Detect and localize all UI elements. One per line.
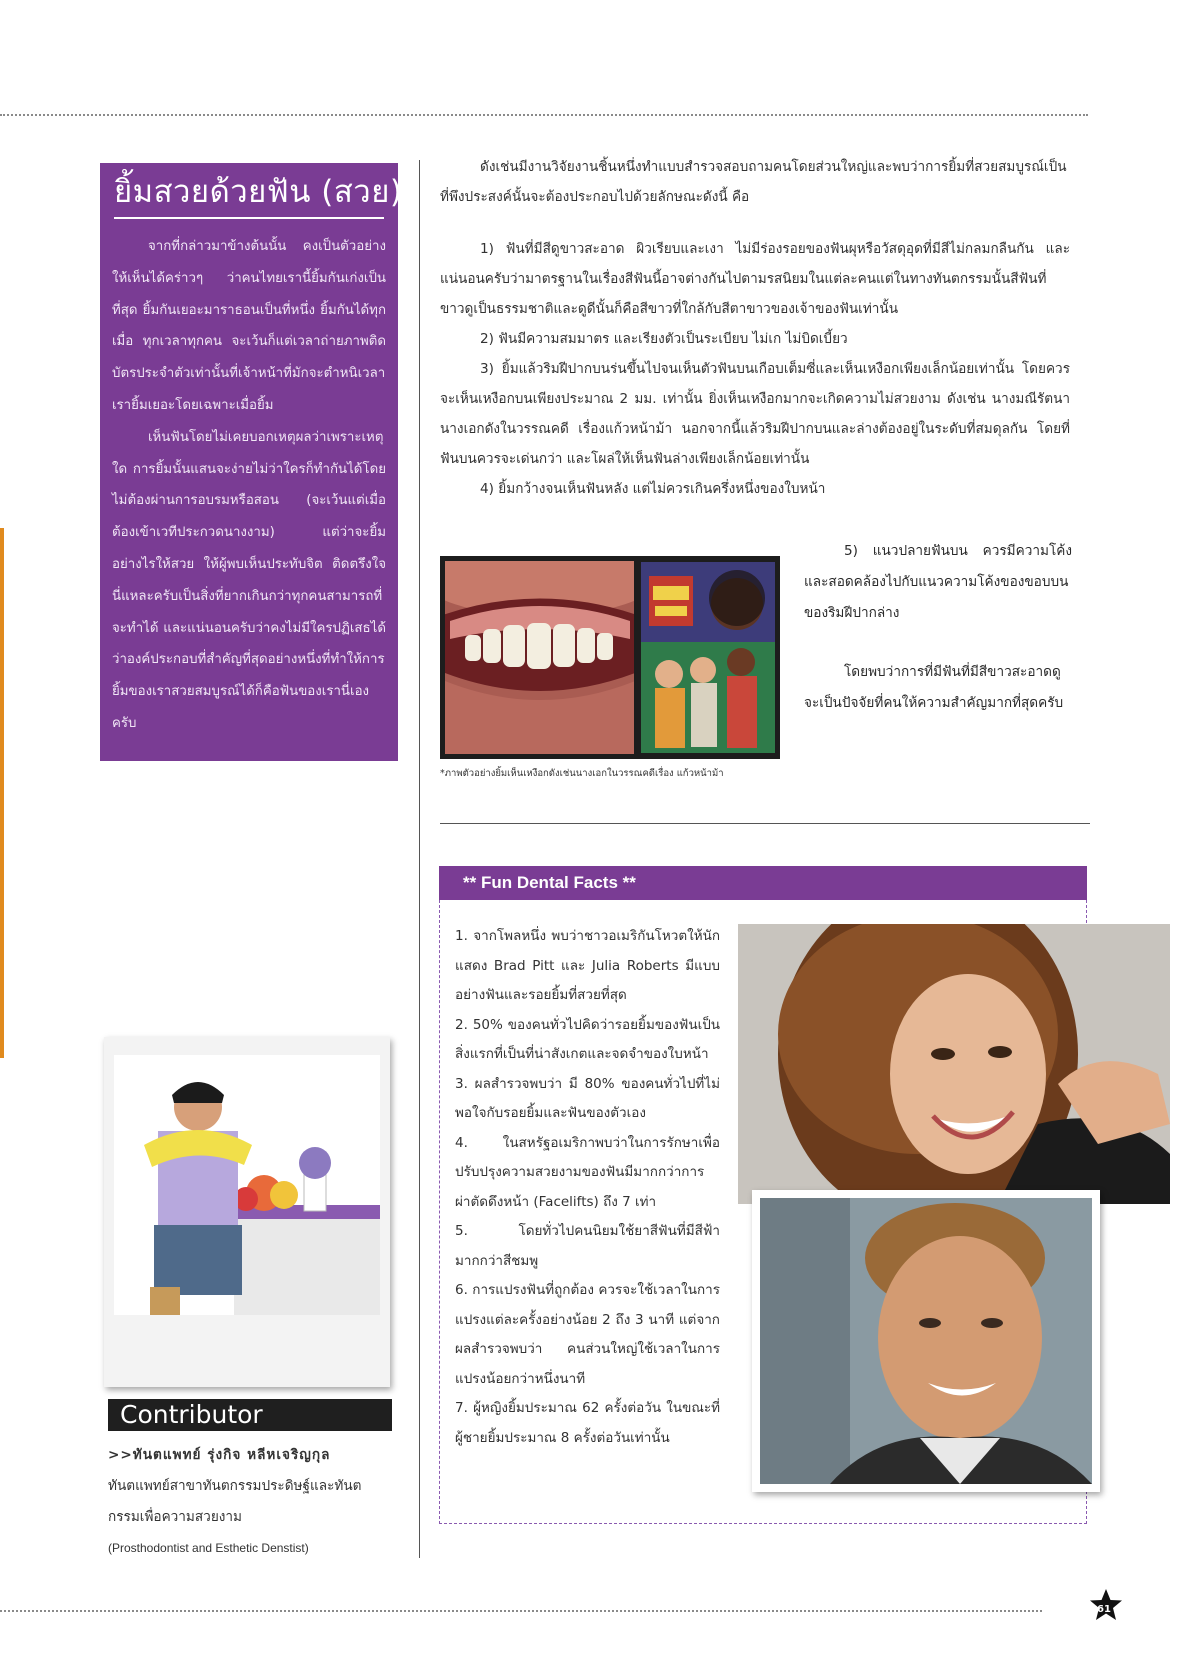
photo-caption: *ภาพตัวอย่างยิ้มเห็นเหงือกดังเช่นนางเอกในวรรณคดีเรื่อง แก้วหน้าม้า bbox=[440, 768, 724, 779]
gummy-smile-photo bbox=[445, 561, 634, 754]
criteria-item-2: 2) ฟันมีความสมมาตร และเรียงตัวเป็นระเบียบ ไม่เก ไม่บิดเบี้ยว bbox=[480, 331, 848, 347]
brad-pitt-photo-frame bbox=[752, 1190, 1100, 1492]
contributor-role: ทันตแพทย์สาขาทันตกรรมประดิษฐ์และทันตกรรมเพื่อความสวยงาม bbox=[108, 1478, 362, 1525]
contributor-heading: Contributor bbox=[108, 1399, 392, 1431]
fact-item: 2. 50% ของคนทั่วไปคิดว่ารอยยิ้มของฟันเป็นสิ่งแรกที่เป็นที่น่าสังเกตและจดจำของใบหน้า bbox=[455, 1016, 720, 1062]
bottom-dotted-rule bbox=[0, 1610, 1042, 1612]
brad-pitt-photo bbox=[760, 1198, 1092, 1484]
feature-box bbox=[100, 163, 403, 761]
contributor-info bbox=[108, 1440, 392, 1564]
feature-title-underline bbox=[114, 217, 384, 219]
movie-poster-image bbox=[641, 562, 775, 753]
fact-item: 3. ผลสำรวจพบว่า มี 80% ของคนทั่วไปที่ไม่พอใจกับรอยยิ้มและฟันของตัวเอง bbox=[455, 1075, 720, 1121]
contributor-name: >>ทันตแพทย์ รุ่งกิจ หลีหเจริญกุล bbox=[108, 1447, 331, 1463]
criteria-item-4: 4) ยิ้มกว้างจนเห็นฟันหลัง แต่ไม่ควรเกินครึ่งหนึ่งของใบหน้า bbox=[480, 481, 826, 497]
intro-paragraph: ดังเช่นมีงานวิจัยงานชิ้นหนึ่งทำแบบสำรวจสอบถามคนโดยส่วนใหญ่และพบว่าการยิ้มที่สวยสมบูรณ์เป็นที่พึงประสงค์นั้นจะต้องประกอบไปด้วยลักษณะดังนี้ คือ bbox=[440, 159, 1067, 205]
conclusion-paragraph: โดยพบว่าการที่มีฟันที่มีสีขาวสะอาดดูจะเป็นปัจจัยที่คนให้ความสำคัญมากที่สุดครับ bbox=[804, 664, 1064, 711]
criteria-item-5: 5) แนวปลายฟันบน ควรมีความโค้งและสอดคล้องไปกับแนวความโค้งของขอบบนของริมฝีปากล่าง bbox=[804, 543, 1072, 621]
fact-item: 4. ในสหรัฐอเมริกาพบว่าในการรักษาเพื่อปรับปรุงความสวยงามของฟันมีมากกว่าการผ่าตัดดึงหน้า (Facelifts) ถึง 7 เท่า bbox=[455, 1134, 720, 1210]
page-edge-marker bbox=[0, 528, 4, 1058]
fun-facts-heading: ** Fun Dental Facts ** bbox=[439, 866, 1087, 900]
column-divider bbox=[419, 160, 420, 1558]
section-divider bbox=[440, 823, 1090, 824]
feature-paragraph: จากที่กล่าวมาข้างต้นนั้น คงเป็นตัวอย่างให้เห็นได้คร่าวๆ ว่าคนไทยเรานี้ยิ้มกันเก่งเป็นที่สุด ยิ้มกันเยอะมาราธอนเป็นที่หนึ่ง ยิ้มกันได้ทุกเมื่อ ทุกเวลาทุกคน จะเว้นก็แต่เวลาถ่ายภาพติดบัตรประจำตัวเท่านั้นที่เจ้าหน้าที่มักจะตำหนิเวลาเรายิ้มเยอะโดยเฉพาะเมื่อยิ้ม bbox=[112, 239, 386, 413]
smile-photo-frame bbox=[440, 556, 780, 759]
criteria-item-1: 1) ฟันที่มีสีดูขาวสะอาด ผิวเรียบและเงา ไม่มีร่องรอยของฟันผุหรือวัสดุอุดที่มีสีไม่กลมกลืนกัน และแน่นอนครับว่ามาตรฐานในเรื่องสีฟันนี้อาจต่างกันไปตามรสนิยมในแต่ละคนแต่ในทางทันตกรรมนั้นสีฟันที่ขาวดูเป็นธรรมชาติและดูดีนั้นก็คือสีขาวที่ใกล้กับสีตาขาวของเจ้าของฟันเท่านั้น bbox=[440, 241, 1070, 317]
julia-roberts-photo bbox=[738, 924, 1170, 1204]
contributor-photo bbox=[114, 1055, 380, 1315]
fact-item: 7. ผู้หญิงยิ้มประมาณ 62 ครั้งต่อวัน ในขณะที่ผู้ชายยิ้มประมาณ 8 ครั้งต่อวันเท่านั้น bbox=[455, 1400, 720, 1446]
fun-facts-list bbox=[455, 922, 720, 1453]
fact-item: 5. โดยทั่วไปคนนิยมใช้ยาสีฟันที่มีสีฟ้ามากกว่าสีชมพู bbox=[455, 1223, 720, 1269]
fact-item: 6. การแปรงฟันที่ถูกต้อง ควรจะใช้เวลาในการแปรงแต่ละครั้งอย่างน้อย 2 ถึง 3 นาที แต่จากผลสำรวจพบว่า คนส่วนใหญ่ใช้เวลาในการแปรงน้อยกว่าหนึ่งนาที bbox=[455, 1282, 720, 1387]
contributor-role-english: (Prosthodontist and Esthetic Denstist) bbox=[108, 1541, 309, 1555]
criteria-item-3: 3) ยิ้มแล้วริมฝีปากบนร่นขึ้นไปจนเห็นตัวฟันบนเกือบเต็มซี่และเห็นเหงือกเพียงเล็กน้อยเท่านั้น โดยควรจะเห็นเหงือกบนเพียงประมาณ 2 มม. เท่านั้น ยิ่งเห็นเหงือกมากจะเกิดความไม่สวยงาม ดังเช่น นางมณีรัตนา นางเอกดังในวรรณคดี เรื่องแก้วหน้าม้า นอกจากนี้แล้วริมฝีปากบนและล่างต้องอยู่ในระดับที่สมดุลกัน โดยที่ฟันบนควรจะเด่นกว่า และโผล่ให้เห็นฟันล่างเพียงเล็กน้อยเท่านั้น bbox=[440, 361, 1070, 467]
article-body bbox=[440, 152, 1070, 504]
side-text bbox=[804, 536, 1072, 719]
contributor-photo-frame bbox=[104, 1037, 390, 1387]
fact-item: 1. จากโพลหนึ่ง พบว่าชาวอเมริกันโหวตให้นักแสดง Brad Pitt และ Julia Roberts มีแบบอย่างฟันและรอยยิ้มที่สวยที่สุด bbox=[455, 928, 720, 1003]
feature-title: ยิ้มสวยด้วยฟัน (สวย) bbox=[114, 174, 403, 210]
page-number: 61 bbox=[1097, 1604, 1111, 1615]
top-dotted-rule bbox=[0, 114, 1088, 116]
feature-paragraph: เห็นฟันโดยไม่เคยบอกเหตุผลว่าเพราะเหตุใด การยิ้มนั้นแสนจะง่ายไม่ว่าใครก็ทำกันได้โดยไม่ต้องผ่านการอบรมหรือสอน (จะเว้นแต่เมื่อต้องเข้าเวทีประกวดนางงาม) แต่ว่าจะยิ้มอย่างไรให้สวย ให้ผู้พบเห็นประทับจิต ติดตรึงใจ นี่แหละครับเป็นสิ่งที่ยากเกินกว่าทุกคนสามารถที่จะทำได้ และแน่นอนครับว่าคงไม่มีใครปฏิเสธได้ว่าองค์ประกอบที่สำคัญที่สุดอย่างหนึ่งที่ทำให้การยิ้มของเราสวยสมบูรณ์ได้ก็คือฟันของเรานี่เองครับ bbox=[112, 429, 386, 731]
